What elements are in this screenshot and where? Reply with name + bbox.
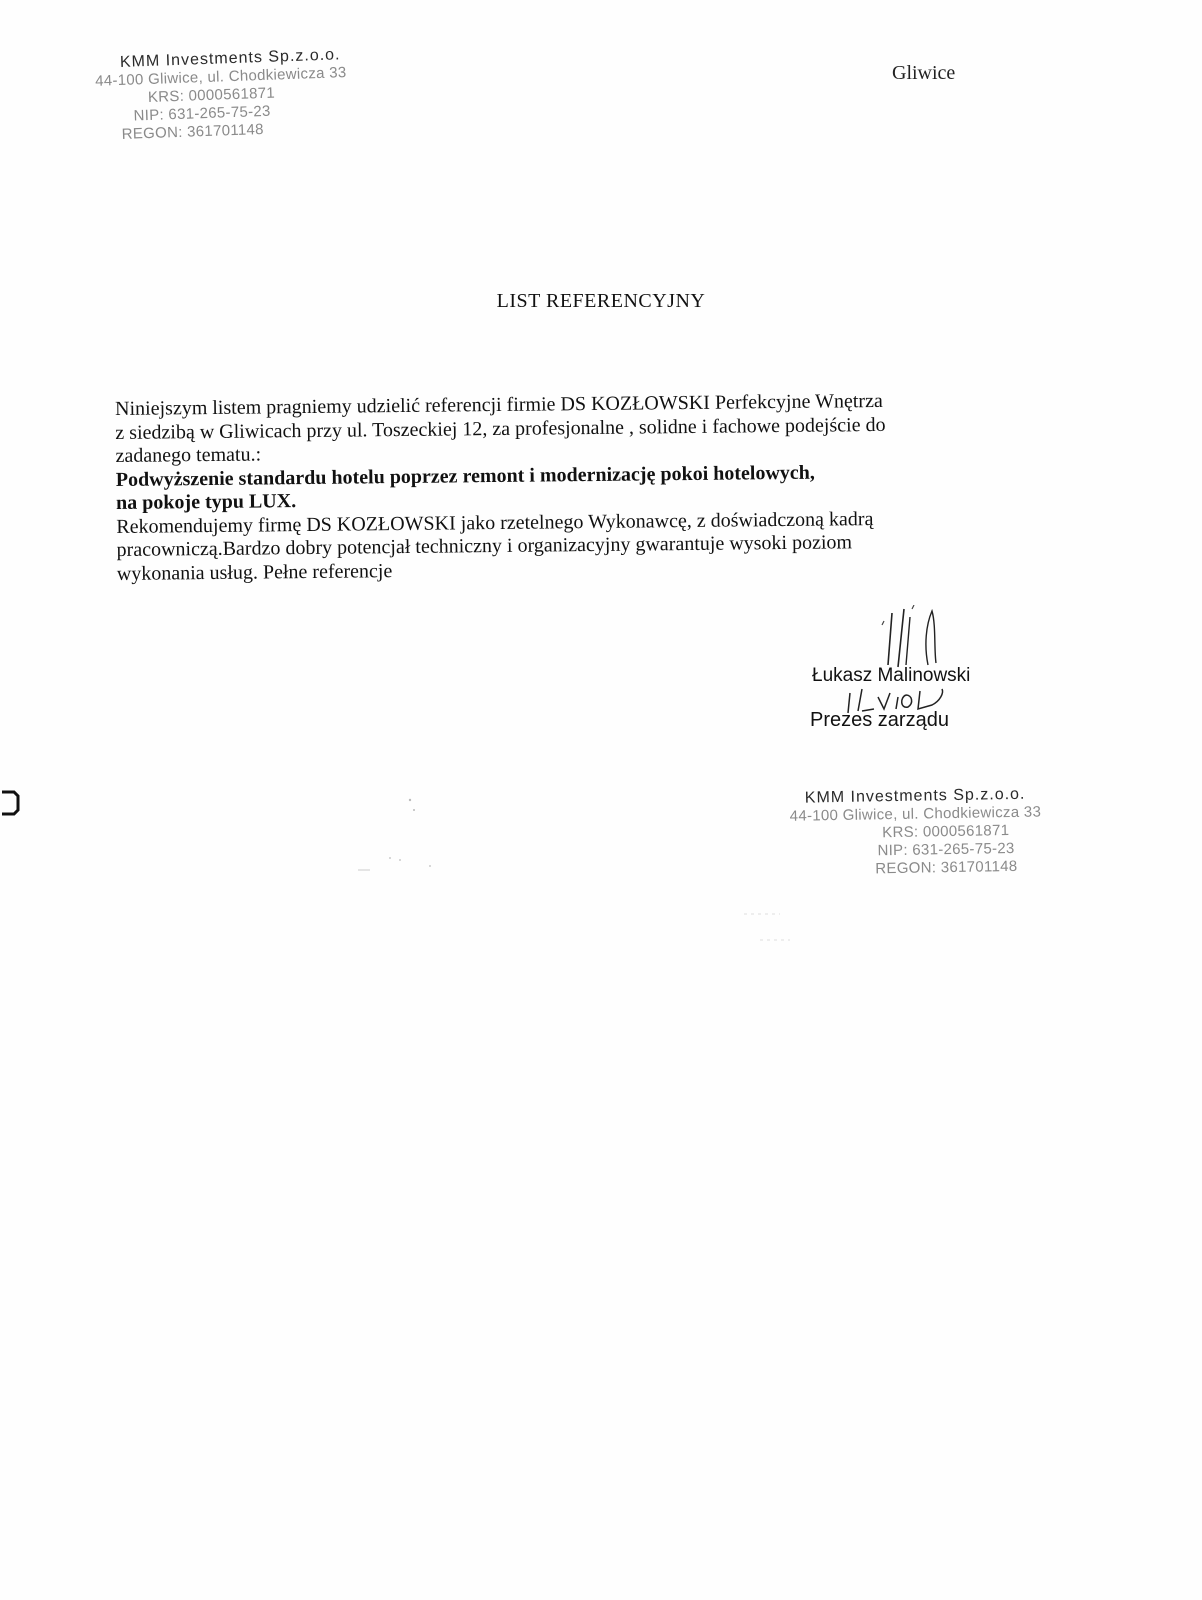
body-line-2: z siedzibą w Gliwicach przy ul. Toszeckiej 12, za profesjonalne , solidne i fachowe podejście do [115,413,886,444]
stamp-nip: NIP: 631-265-75-23 [877,839,1015,860]
body-line-6: Rekomendujemy firmę DS KOZŁOWSKI jako rzetelnego Wykonawcę, z doświadczoną kadrą [116,507,874,538]
scan-noise-decoration [740,900,820,960]
company-stamp-top [90,45,373,145]
body-line-4-bold: Podwyższenie standardu hotelu poprzez remont i modernizację pokoi hotelowych, [115,461,815,491]
stamp-company-name: KMM Investments Sp.z.o.o. [119,46,341,71]
stamp-regon: REGON: 361701148 [875,857,1018,878]
scan-noise-decoration [330,770,460,890]
stamp-regon: REGON: 361701148 [121,120,265,143]
signatory-role: Prezes zarządu [810,709,949,731]
body-line-3: zadanego tematu.: [115,443,262,467]
stamp-krs: KRS: 0000561871 [882,822,1010,842]
stamp-address: 44-100 Gliwice, ul. Chodkiewicza 33 [789,803,1042,825]
company-stamp-bottom [780,785,1052,880]
place-of-issue: Gliwice [892,62,956,84]
signatory-name: Łukasz Malinowski [812,665,971,686]
stamp-nip: NIP: 631-265-75-23 [133,102,271,125]
document-title [0,290,1202,313]
body-line-7: pracowniczą.Bardzo dobry potencjał techniczny i organizacyjny gwarantuje wysoki poziom [116,531,853,561]
signature-block [800,605,1040,735]
stamp-company-name: KMM Investments Sp.z.o.o. [804,785,1026,807]
letter-body [115,388,1077,586]
document-title-text: LIST REFERENCYJNY [496,290,706,312]
binder-clip-mark-icon [0,788,22,818]
stamp-address: 44-100 Gliwice, ul. Chodkiewicza 33 [94,64,347,90]
body-line-5-bold: na pokoje typu LUX. [115,490,297,514]
body-line-1: Niniejszym listem pragniemy udzielić referencji firmie DS KOZŁOWSKI Perfekcyjne Wnętrza [115,389,883,420]
stamp-krs: KRS: 0000561871 [147,84,276,106]
body-line-8: wykonania usług. Pełne referencje [116,559,393,585]
